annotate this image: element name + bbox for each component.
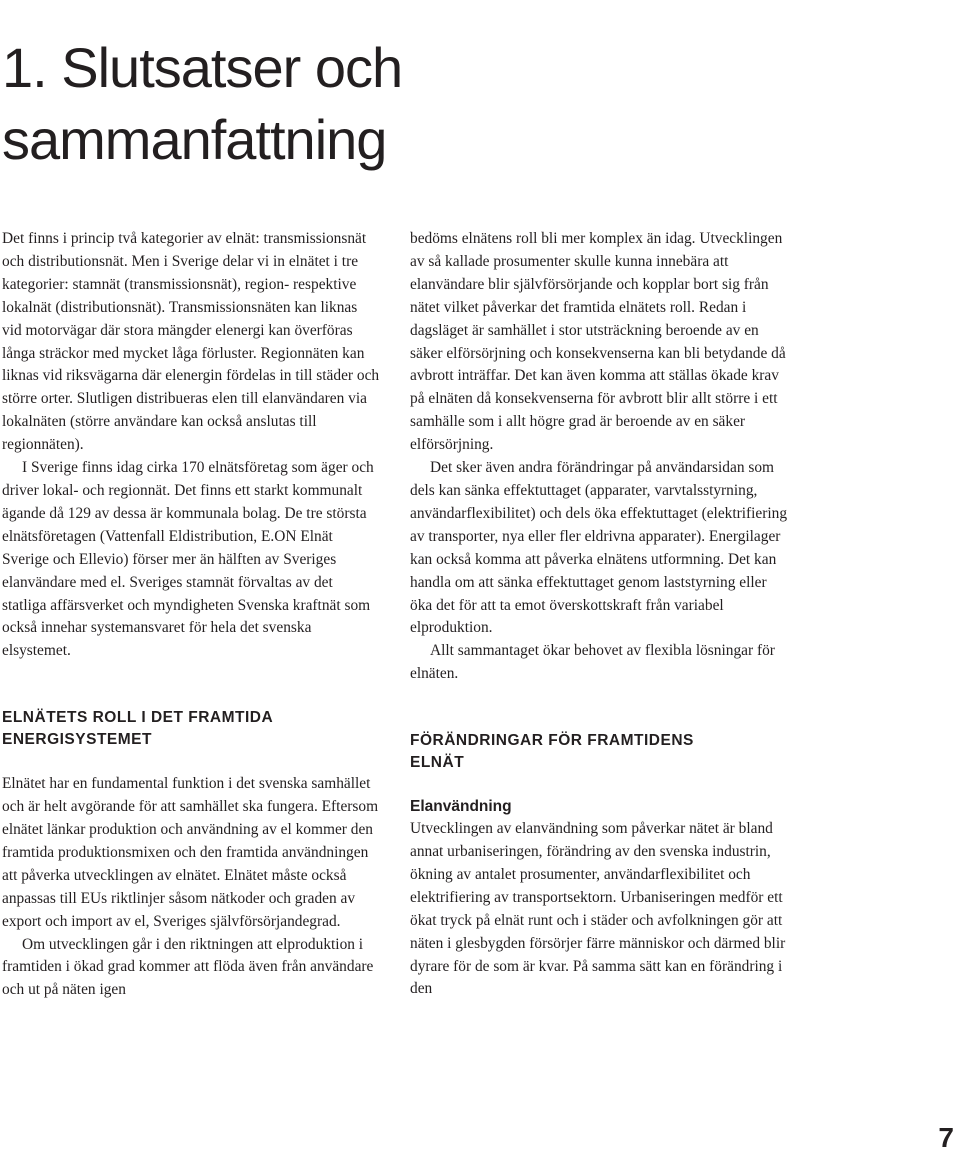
right-column (410, 228, 790, 1001)
section-heading-line-1: ELNÄTETS ROLL I DET FRAMTIDA (2, 709, 274, 727)
left-paragraph-4: Om utvecklingen går i den riktningen att elproduktion i framtiden i ökad grad kommer att flöda även från användare och ut på näten igen (2, 935, 374, 999)
section-heading-line-2: ENERGISYSTEMET (2, 731, 152, 749)
section-heading-line-2: ELNÄT (410, 754, 465, 772)
left-paragraph-2: I Sverige finns idag cirka 170 elnätsföretag som äger och driver lokal- och regionnät. Det finns ett starkt kommunalt ägande då 129 av dessa är kommunala bolag. De tre största elnätsföretagen (Vattenfall Eldistribution, E.ON Elnät Sverige och Ellevio) förser mer än hälften av Sveriges elanvändare med el. Sveriges stamnät förvaltas av det statliga affärsverket och myndigheten Svenska kraftnät som också innehar systemansvaret för hela det svenska elsystemet. (2, 459, 374, 660)
left-paragraph-3: Elnätet har en fundamental funktion i det svenska samhället och är helt avgörande för att samhället ska fungera. Eftersom elnätet länkar produktion och användning av el kommer den framtida produktionsmixen och den framtida användningen att påverka utvecklingen av elnätet. Elnätet måste också anpassas till EUs riktlinjer såsom nätkoder och graden av export och import av el, Sveriges självförsörjandegrad. (2, 775, 379, 930)
right-paragraph-2: Det sker även andra förändringar på användarsidan som dels kan sänka effektuttaget (apparater, varvtalsstyrning, användarflexibilitet) och dels öka effektuttaget (elektrifiering av transporter, nya eller fler eldrivna apparater). Energilager kan också komma att påverka elnätens utformning. Det kan handla om att sänka effektuttaget genom laststyrning eller öka det för att ta emot överskottskraft från variabel elproduktion. (410, 459, 788, 637)
chapter-title-line-1: 1. Slutsatser och (2, 35, 403, 99)
subheading-elanvandning: Elanvändning (410, 798, 512, 816)
section-heading-elnatets-roll (2, 707, 380, 751)
section-heading-forandringar (410, 730, 790, 774)
right-paragraph-1: bedöms elnätens roll bli mer komplex än idag. Utvecklingen av så kallade prosumenter skulle kunna innebära att elanvändare blir självförsörjande och kopplar bort sig från nätet vilket påverkar det framtida elnätets roll. Redan i dagsläget är samhället i stor utsträckning beroende av en säker elförsörjning och konsekvenserna kan bli betydande då avbrott inträffar. Det kan även komma att ställas ökade krav på elnäten då konsekvenserna för avbrott blir allt större i ett samhälle som i allt högre grad är beroende av en säker elförsörjning. (410, 230, 786, 454)
right-paragraph-3: Allt sammantaget ökar behovet av flexibla lösningar för elnäten. (410, 642, 775, 683)
left-paragraph-1: Det finns i princip två kategorier av elnät: transmissionsnät och distributionsnät. Men i Sverige delar vi in elnätet i tre kategorier: stamnät (transmissionsnät), region- respektive lokalnät (distributionsnät). Transmissionsnäten kan liknas vid motorvägar där stora mängder elenergi kan överföras långa sträckor med mycket låga förluster. Regionnäten kan liknas vid riksvägarna där elenergin fördelas in till städer och större orter. Slutligen distribueras elen till elanvändaren via lokalnäten (större användare kan också anslutas till regionnäten). (2, 230, 380, 454)
page-number: 7 (938, 1122, 954, 1153)
chapter-title-line-2: sammanfattning (2, 107, 387, 171)
chapter-title (2, 32, 902, 176)
right-paragraph-4: Utvecklingen av elanvändning som påverkar nätet är bland annat urbaniseringen, förändring av den svenska industrin, ökning av antalet prosumenter, användarflexibilitet och elektrifiering av transportsektorn. Urbaniseringen medför ett ökat tryck på elnät runt och i städer och avfolkningen gör att näten i glesbygden försörjer färre människor och därmed blir dyrare för de som är kvar. På samma sätt kan en förändring i den (410, 820, 786, 998)
section-heading-line-1: FÖRÄNDRINGAR FÖR FRAMTIDENS (410, 732, 694, 750)
left-column (2, 228, 380, 1002)
